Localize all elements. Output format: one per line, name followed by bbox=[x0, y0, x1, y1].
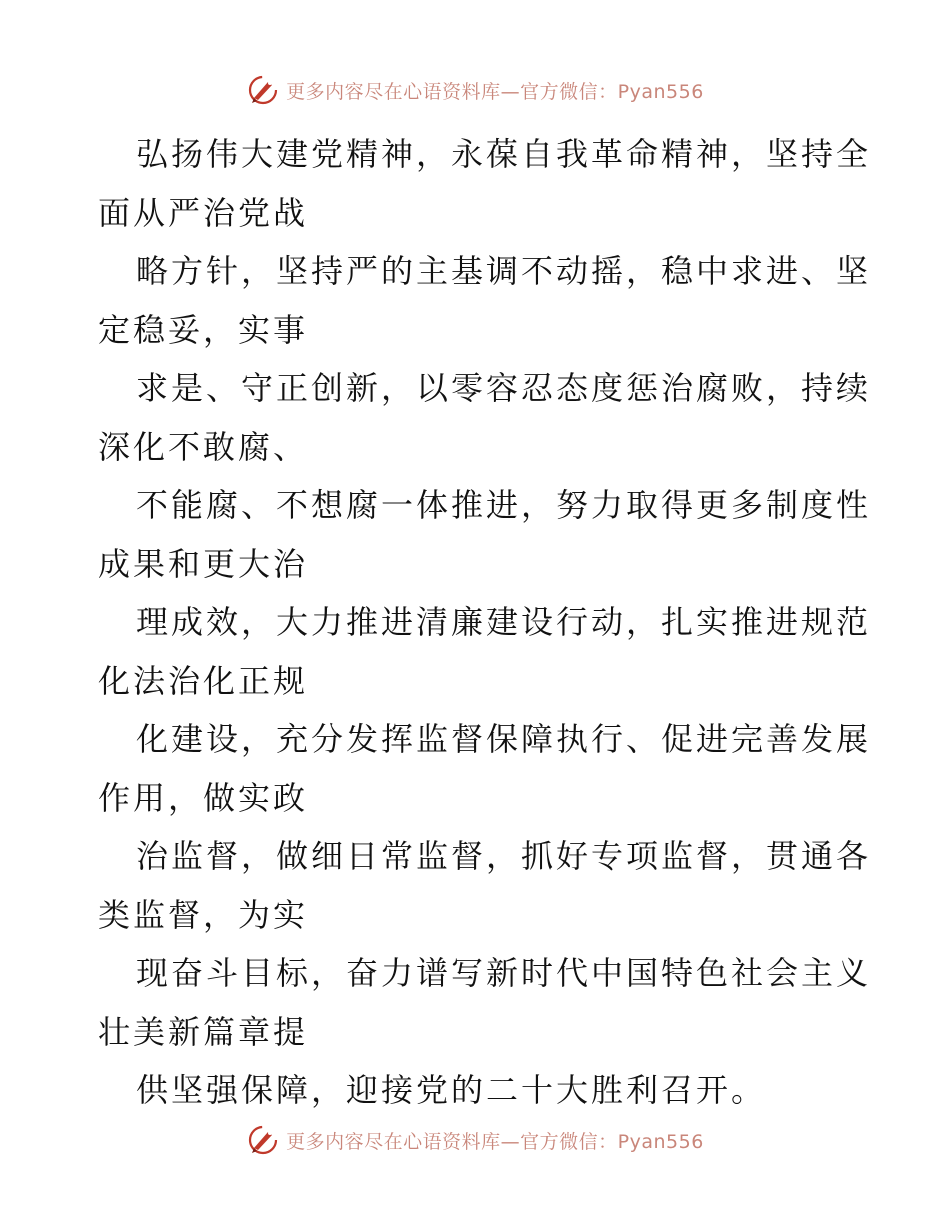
body-text-line: 面从严治党战 bbox=[98, 193, 309, 232]
body-text-line: 弘扬伟大建党精神，永葆自我革命精神，坚持全 bbox=[136, 135, 872, 173]
body-text-line: 类监督，为实 bbox=[98, 895, 309, 934]
watermark-text: 更多内容尽在心语资料库—官方微信：Pyan556 bbox=[286, 80, 704, 103]
body-text-line: 化法治化正规 bbox=[98, 661, 309, 700]
footer-watermark bbox=[0, 1122, 950, 1158]
pen-logo-icon bbox=[246, 73, 280, 107]
body-text-line: 成果和更大治 bbox=[98, 544, 309, 583]
body-text-line: 供坚强保障，迎接党的二十大胜利召开。 bbox=[136, 1071, 767, 1109]
body-text-line: 作用，做实政 bbox=[98, 778, 309, 817]
body-text-line: 定稳妥，实事 bbox=[98, 310, 309, 349]
body-text-line: 治监督，做细日常监督，抓好专项监督，贯通各 bbox=[136, 837, 872, 875]
header-watermark bbox=[0, 72, 950, 108]
pen-logo-icon bbox=[246, 1123, 280, 1157]
body-text-line: 不能腐、不想腐一体推进，努力取得更多制度性 bbox=[136, 486, 872, 524]
watermark-text: 更多内容尽在心语资料库—官方微信：Pyan556 bbox=[286, 1130, 704, 1153]
body-text-line: 求是、守正创新，以零容忍态度惩治腐败，持续 bbox=[136, 369, 872, 407]
body-text-line: 化建设，充分发挥监督保障执行、促进完善发展 bbox=[136, 720, 872, 758]
body-text-line: 略方针，坚持严的主基调不动摇，稳中求进、坚 bbox=[136, 252, 872, 290]
body-text-line: 深化不敢腐、 bbox=[98, 427, 309, 466]
document-body bbox=[98, 125, 872, 1120]
body-text-line: 现奋斗目标，奋力谱写新时代中国特色社会主义 bbox=[136, 954, 872, 992]
body-text-line: 理成效，大力推进清廉建设行动，扎实推进规范 bbox=[136, 603, 872, 641]
body-text-line: 壮美新篇章提 bbox=[98, 1012, 309, 1051]
